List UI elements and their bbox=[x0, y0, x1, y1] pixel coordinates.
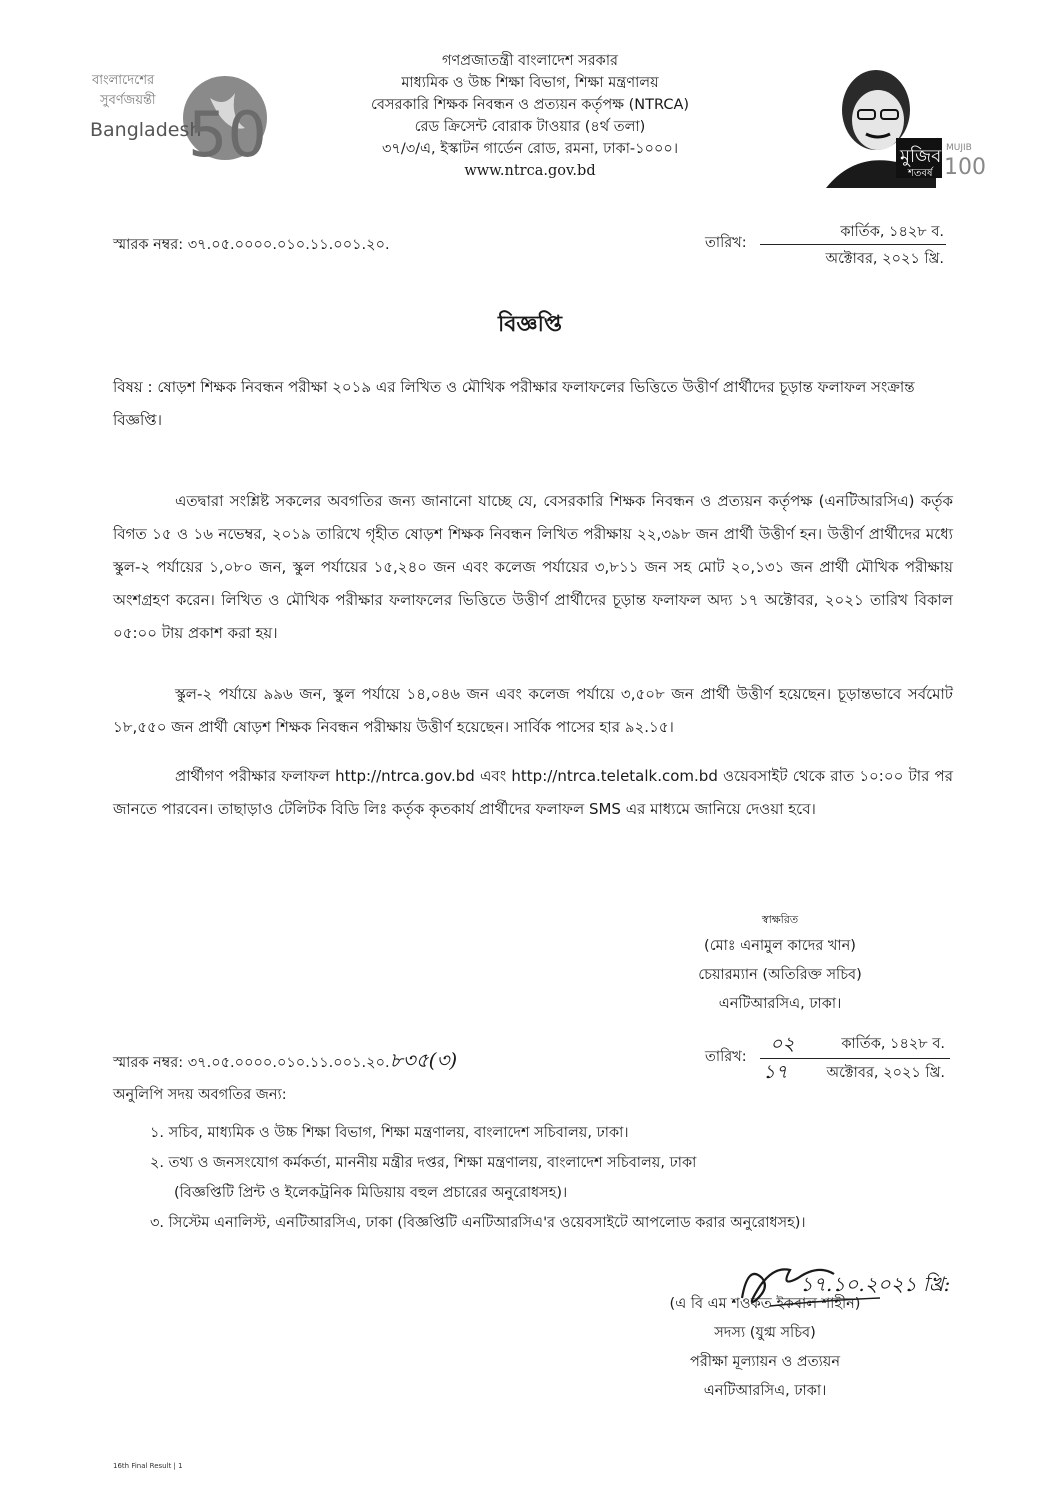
mujib-borsho-logo bbox=[806, 58, 986, 188]
bangladesh-50-logo bbox=[70, 58, 270, 173]
page-footer: 16th Final Result | 1 bbox=[113, 1462, 183, 1470]
svg-text:Bangladesh: Bangladesh bbox=[90, 119, 202, 141]
signed-marker: স্বাক্ষরিত bbox=[761, 913, 799, 926]
svg-text:MUJIB: MUJIB bbox=[946, 143, 972, 153]
cc-item-continuation: (বিজ্ঞপ্তিটি প্রিন্ট ও ইলেকট্রনিক মিডিয়ায় বহুল প্রচারের অনুরোধসহ)। bbox=[174, 1185, 568, 1201]
body-paragraph-2: স্কুল-২ পর্যায়ে ৯৯৬ জন, স্কুল পর্যায়ে ১৪,০৪৬ জন এবং কলেজ পর্যায়ে ৩,৫০৮ জন প্রার্থী উত্তীর্ণ হয়েছেন। চূড়ান্তভাবে সর্বমোট ১৮,৫৫০ জন প্রার্থী ষোড়শ শিক্ষক নিবন্ধন পরীক্ষায় উত্তীর্ণ হয়েছেন। সার্বিক পাসের হার ৯২.১৫। bbox=[113, 685, 953, 736]
letterhead bbox=[300, 50, 760, 182]
date-divider-2 bbox=[760, 1058, 950, 1059]
signatory2-name: (এ বি এম শওকত ইকবাল শাহীন) bbox=[669, 1296, 861, 1312]
svg-text:100: 100 bbox=[944, 155, 986, 180]
signatory2-block bbox=[630, 1290, 900, 1406]
signatory2-designation: সদস্য (যুগ্ম সচিব) bbox=[714, 1325, 816, 1341]
cc-item: ৩. সিস্টেম এনালিস্ট, এনটিআরসিএ, ঢাকা (বিজ্ঞপ্তিটি এনটিআরসিএ'র ওয়েবসাইটে আপলোড করার অনুরোধসহ)। bbox=[150, 1215, 806, 1231]
date-divider bbox=[760, 244, 946, 245]
notice-title: বিজ্ঞপ্তি bbox=[498, 312, 562, 337]
signatory2-office: এনটিআরসিএ, ঢাকা। bbox=[703, 1383, 827, 1399]
body-paragraph-3: প্রার্থীগণ পরীক্ষার ফলাফল http://ntrca.gov.bd এবং http://ntrca.teletalk.com.bd ওয়েবসাইট থেকে রাত ১০:০০ টার পর জানতে পারবেন। তাছাড়াও টেলিটক বিডি লিঃ কর্তৃক কৃতকার্য প্রার্থীদের ফলাফল SMS এর মাধ্যমে জানিয়ে দেওয়া হবে। bbox=[113, 767, 953, 818]
date-label: তারিখ: bbox=[705, 235, 747, 251]
signatory1-office: এনটিআরসিএ, ঢাকা। bbox=[718, 996, 842, 1012]
svg-text:শতবর্ষ: শতবর্ষ bbox=[908, 168, 933, 179]
handwritten-day-english: ১৭ bbox=[763, 1061, 788, 1083]
handwritten-memo-suffix: ৮৩৫(৩) bbox=[389, 1048, 458, 1072]
date-bangla: কার্তিক, ১৪২৮ ব. bbox=[840, 224, 944, 240]
signatory1-name: (মোঃ এনামুল কাদের খান) bbox=[704, 938, 856, 954]
svg-text:সুবর্ণজয়ন্তী: সুবর্ণজয়ন্তী bbox=[100, 93, 156, 108]
date-bangla-2: কার্তিক, ১৪২৮ ব. bbox=[841, 1036, 945, 1052]
svg-text:মুজিব: মুজিব bbox=[900, 146, 942, 167]
memo-number-2 bbox=[113, 1046, 457, 1079]
body-paragraph-1: এতদ্বারা সংশ্লিষ্ট সকলের অবগতির জন্য জানানো যাচ্ছে যে, বেসরকারি শিক্ষক নিবন্ধন ও প্রত্যয়ন কর্তৃপক্ষ (এনটিআরসিএ) কর্তৃক বিগত ১৫ ও ১৬ নভেম্বর, ২০১৯ তারিখে গৃহীত ষোড়শ শিক্ষক নিবন্ধন লিখিত পরীক্ষায় ২২,৩৯৮ জন প্রার্থী উত্তীর্ণ হন। উত্তীর্ণ প্রার্থীদের মধ্যে স্কুল-২ পর্যায়ের ১,০৮০ জন, স্কুল পর্যায়ের ১৫,২৪০ জন এবং কলেজ পর্যায়ের ৩,৮১১ জন সহ মোট ২০,১৩১ জন প্রার্থী মৌখিক পরীক্ষায় অংশগ্রহণ করেন। লিখিত ও মৌখিক পরীক্ষার ফলাফলের ভিত্তিতে উত্তীর্ণ প্রার্থীদের চূড়ান্ত ফলাফল অদ্য ১৭ অক্টোবর, ২০২১ তারিখ বিকাল ০৫:০০ টায় প্রকাশ করা হয়। bbox=[113, 492, 953, 642]
signatory1-designation: চেয়ারম্যান (অতিরিক্ত সচিব) bbox=[698, 967, 862, 983]
date-english: অক্টোবর, ২০২১ খ্রি. bbox=[825, 251, 944, 267]
signature-date: ১৭.১০.২০২১ খ্রি: bbox=[800, 1272, 951, 1296]
website: www.ntrca.gov.bd bbox=[464, 163, 596, 179]
date-english-2: অক্টোবর, ২০২১ খ্রি. bbox=[826, 1065, 945, 1081]
cc-item: ১. সচিব, মাধ্যমিক ও উচ্চ শিক্ষা বিভাগ, শিক্ষা মন্ত্রণালয়, বাংলাদেশ সচিবালয়, ঢাকা। bbox=[150, 1125, 629, 1141]
svg-text:50: 50 bbox=[188, 98, 267, 171]
authority-name: বেসরকারি শিক্ষক নিবন্ধন ও প্রত্যয়ন কর্তৃপক্ষ (NTRCA) bbox=[370, 97, 690, 113]
date-label-2: তারিখ: bbox=[705, 1049, 747, 1065]
signatory1-block bbox=[640, 932, 920, 1019]
govt-name: গণপ্রজাতন্ত্রী বাংলাদেশ সরকার bbox=[441, 53, 618, 69]
signatory2-department: পরীক্ষা মূল্যায়ন ও প্রত্যয়ন bbox=[690, 1354, 840, 1370]
cc-item: ২. তথ্য ও জনসংযোগ কর্মকর্তা, মাননীয় মন্ত্রীর দপ্তর, শিক্ষা মন্ত্রণালয়, বাংলাদেশ সচিবালয়, ঢাকা bbox=[150, 1155, 697, 1171]
svg-text:বাংলাদেশের: বাংলাদেশের bbox=[92, 73, 155, 88]
building-address: রেড ক্রিসেন্ট বোরাক টাওয়ার (৪র্থ তলা) bbox=[414, 119, 646, 135]
memo-number-2-printed: স্মারক নম্বর: ৩৭.০৫.০০০০.০১০.১১.০০১.২০. bbox=[113, 1055, 390, 1071]
memo-number: স্মারক নম্বর: ৩৭.০৫.০০০০.০১০.১১.০০১.২০. bbox=[113, 237, 390, 253]
handwritten-day-bangla: ০২ bbox=[770, 1033, 795, 1055]
division-name: মাধ্যমিক ও উচ্চ শিক্ষা বিভাগ, শিক্ষা মন্ত্রণালয় bbox=[401, 75, 659, 91]
street-address: ৩৭/৩/এ, ইস্কাটন গার্ডেন রোড, রমনা, ঢাকা-১০০০। bbox=[381, 141, 679, 157]
cc-heading: অনুলিপি সদয় অবগতির জন্য: bbox=[113, 1087, 287, 1103]
cc-list bbox=[150, 1118, 1010, 1238]
subject-line: বিষয় : ষোড়শ শিক্ষক নিবন্ধন পরীক্ষা ২০১৯ এর লিখিত ও মৌখিক পরীক্ষার ফলাফলের ভিত্তিতে উত্তীর্ণ প্রার্থীদের চূড়ান্ত ফলাফল সংক্রান্ত বিজ্ঞপ্তি। bbox=[113, 378, 915, 429]
